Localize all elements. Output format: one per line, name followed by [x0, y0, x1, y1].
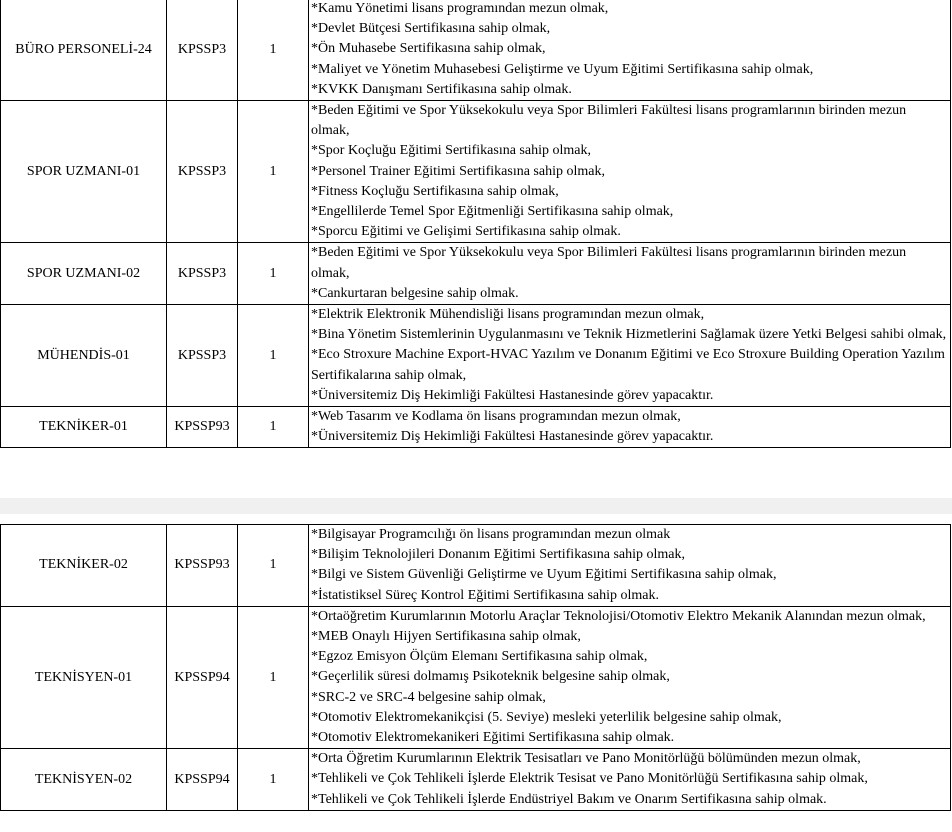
count-cell: 1	[238, 606, 309, 748]
requirements-cell	[309, 101, 951, 243]
requirement-line: *MEB Onaylı Hijyen Sertifikasına sahip olmak,	[311, 629, 581, 645]
requirement-line: *Sporcu Eğitimi ve Gelişimi Sertifikasına sahip olmak.	[311, 224, 621, 240]
position-cell: SPOR UZMANI-01	[1, 101, 167, 243]
requirement-line: *Bilişim Teknolojileri Donanım Eğitimi Sertifikasına sahip olmak,	[311, 547, 686, 563]
kpss-cell: KPSSP93	[167, 525, 238, 607]
requirement-line: *İstatistiksel Süreç Kontrol Eğitimi Sertifikasına sahip olmak.	[311, 587, 660, 603]
requirement-line: *Üniversitemiz Diş Hekimliği Fakültesi Hastanesinde görev yapacaktır.	[311, 387, 714, 403]
requirements-cell	[309, 525, 951, 607]
requirement-line: *Fitness Koçluğu Sertifikasına sahip olmak,	[311, 183, 559, 199]
table-row	[1, 101, 951, 243]
requirement-line: *Otomotiv Elektromekanikeri Eğitimi Sertifikasına sahip olmak.	[311, 730, 675, 746]
requirement-line: *Spor Koçluğu Eğitimi Sertifikasına sahip olmak,	[311, 143, 591, 159]
position-cell: MÜHENDİS-01	[1, 305, 167, 407]
requirement-line: *Maliyet ve Yönetim Muhasebesi Geliştirme ve Uyum Eğitimi Sertifikasına sahip olmak,	[311, 61, 814, 77]
requirements-cell	[309, 243, 951, 305]
count-cell: 1	[238, 407, 309, 448]
kpss-cell: KPSSP3	[167, 101, 238, 243]
requirement-line: *Beden Eğitimi ve Spor Yüksekokulu veya Spor Bilimleri Fakültesi lisans programlarının birinden mezun olmak,	[311, 103, 907, 139]
position-cell: TEKNİSYEN-02	[1, 749, 167, 811]
table-body	[1, 0, 951, 448]
requirement-line: *Tehlikeli ve Çok Tehlikeli İşlerde Endüstriyel Bakım ve Onarım Sertifikasına sahip olmak.	[311, 791, 827, 807]
table-body	[1, 525, 951, 811]
requirement-line: *Orta Öğretim Kurumlarının Elektrik Tesisatları ve Pano Monitörlüğü bölümünden mezun olmak,	[311, 751, 861, 767]
requirement-line: *Bilgisayar Programcılığı ön lisans programından mezun olmak	[311, 527, 671, 542]
requirement-line: *Bilgi ve Sistem Güvenliği Geliştirme ve Uyum Eğitimi Sertifikasına sahip olmak,	[311, 567, 777, 583]
kpss-cell: KPSSP3	[167, 243, 238, 305]
count-cell: 1	[238, 305, 309, 407]
table-row	[1, 305, 951, 407]
requirement-line: *Geçerlilik süresi dolmamış Psikoteknik belgesine sahip olmak,	[311, 669, 670, 685]
kpss-cell: KPSSP94	[167, 606, 238, 748]
position-cell: SPOR UZMANI-02	[1, 243, 167, 305]
position-cell: TEKNİKER-01	[1, 407, 167, 448]
requirement-line: *SRC-2 ve SRC-4 belgesine sahip olmak,	[311, 689, 546, 705]
requirement-line: *KVKK Danışmanı Sertifikasına sahip olmak.	[311, 81, 572, 97]
position-cell: BÜRO PERSONELİ-24	[1, 0, 167, 101]
requirement-line: *Engellilerde Temel Spor Eğitmenliği Sertifikasına sahip olmak,	[311, 204, 674, 220]
requirement-line: *Devlet Bütçesi Sertifikasına sahip olmak,	[311, 21, 551, 37]
table-row	[1, 243, 951, 305]
requirement-line: *Bina Yönetim Sistemlerinin Uygulanmasını ve Teknik Hizmetlerini Sağlamak üzere Yetki Belgesi sahibi olmak,	[311, 327, 947, 343]
requirement-line: *Üniversitemiz Diş Hekimliği Fakültesi Hastanesinde görev yapacaktır.	[311, 429, 714, 445]
requirement-line: *Eco Stroxure Machine Export-HVAC Yazılım ve Donanım Eğitimi ve Eco Stroxure Building Operation Yazılım Sertifikalarına sahip olmak,	[311, 347, 945, 383]
count-cell: 1	[238, 525, 309, 607]
position-cell: TEKNİSYEN-01	[1, 606, 167, 748]
requirement-line: *Ön Muhasebe Sertifikasına sahip olmak,	[311, 41, 546, 57]
kpss-cell: KPSSP94	[167, 749, 238, 811]
table-row	[1, 0, 951, 101]
count-cell: 1	[238, 243, 309, 305]
table-row	[1, 525, 951, 607]
table-row	[1, 749, 951, 811]
requirement-line: *Egzoz Emisyon Ölçüm Elemanı Sertifikasına sahip olmak,	[311, 649, 648, 665]
requirements-cell	[309, 0, 951, 101]
count-cell: 1	[238, 0, 309, 101]
requirement-line: *Otomotiv Elektromekanikçisi (5. Seviye) mesleki yeterlilik belgesine sahip olmak,	[311, 709, 782, 725]
requirement-line: *Web Tasarım ve Kodlama ön lisans programından mezun olmak,	[311, 409, 681, 425]
requirements-cell	[309, 606, 951, 748]
position-cell: TEKNİKER-02	[1, 525, 167, 607]
requirement-line: *Beden Eğitimi ve Spor Yüksekokulu veya Spor Bilimleri Fakültesi lisans programlarının birinden mezun olmak,	[311, 245, 907, 281]
requirement-line: *Ortaöğretim Kurumlarının Motorlu Araçlar Teknolojisi/Otomotiv Elektro Mekanik Alanından mezun olmak,	[311, 608, 926, 624]
kpss-cell: KPSSP93	[167, 407, 238, 448]
table-row	[1, 407, 951, 448]
requirement-line: *Elektrik Elektronik Mühendisliği lisans programından mezun olmak,	[311, 307, 705, 323]
requirements-cell	[309, 305, 951, 407]
count-cell: 1	[238, 749, 309, 811]
job-requirements-table-bottom	[0, 524, 951, 811]
requirement-line: *Tehlikeli ve Çok Tehlikeli İşlerde Elektrik Tesisat ve Pano Monitörlüğü Sertifikasına sahip olmak,	[311, 771, 868, 787]
count-cell: 1	[238, 101, 309, 243]
page-separator	[0, 498, 952, 514]
kpss-cell: KPSSP3	[167, 0, 238, 101]
requirement-line: *Cankurtaran belgesine sahip olmak.	[311, 285, 519, 301]
kpss-cell: KPSSP3	[167, 305, 238, 407]
requirements-cell	[309, 749, 951, 811]
requirements-cell	[309, 407, 951, 448]
requirement-line: *Kamu Yönetimi lisans programından mezun olmak,	[311, 1, 609, 16]
table-row	[1, 606, 951, 748]
requirement-line: *Personel Trainer Eğitimi Sertifikasına sahip olmak,	[311, 163, 605, 179]
